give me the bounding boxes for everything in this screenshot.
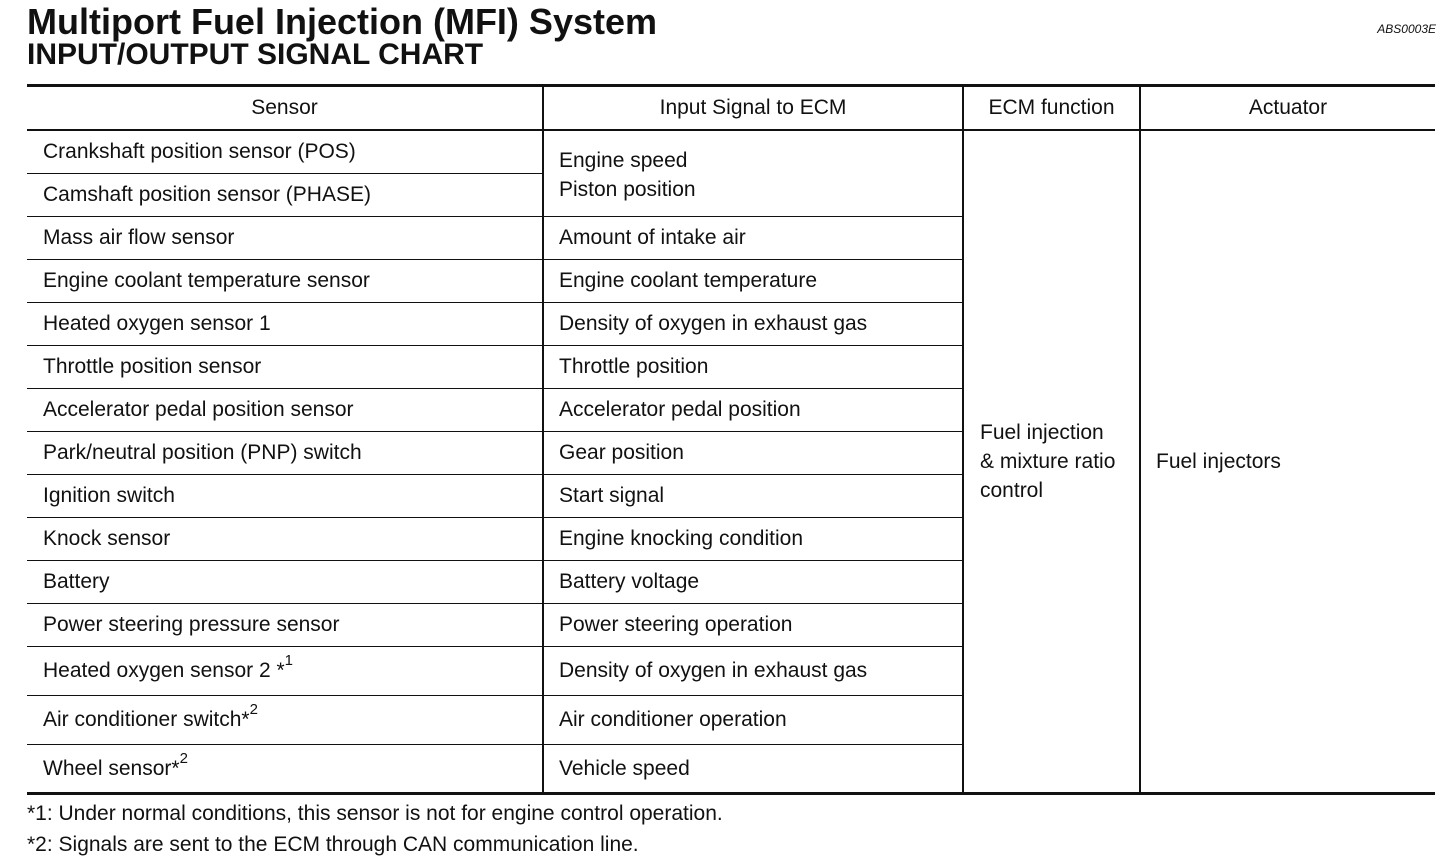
sensor-cell: Camshaft position sensor (PHASE) <box>27 173 543 216</box>
page-title: Multiport Fuel Injection (MFI) System <box>27 1 657 42</box>
document-code: ABS0003E <box>1377 22 1436 36</box>
table-header-row <box>27 86 1435 131</box>
input-signal-cell: Amount of intake air <box>543 216 963 259</box>
sensor-cell: Throttle position sensor <box>27 345 543 388</box>
column-header-ecm-function: ECM function <box>963 86 1140 131</box>
sensor-cell: Park/neutral position (PNP) switch <box>27 431 543 474</box>
ecm-function-cell <box>963 130 1140 793</box>
footnotes <box>27 798 723 860</box>
sensor-cell: Air conditioner switch*$^2$ <box>27 695 543 744</box>
input-signal-cell: Engine coolant temperature <box>543 259 963 302</box>
sensor-cell: Ignition switch <box>27 474 543 517</box>
input-signal-cell: Start signal <box>543 474 963 517</box>
input-signal-cell: Density of oxygen in exhaust gas <box>543 302 963 345</box>
input-signal-cell: Air conditioner operation <box>543 695 963 744</box>
input-signal-cell: Accelerator pedal position <box>543 388 963 431</box>
signal-line: Engine speed <box>559 149 688 173</box>
actuator-cell: Fuel injectors <box>1140 130 1435 793</box>
input-signal-cell: Battery voltage <box>543 560 963 603</box>
column-header-actuator: Actuator <box>1140 86 1435 131</box>
sensor-cell: Power steering pressure sensor <box>27 603 543 646</box>
chart-subtitle: INPUT/OUTPUT SIGNAL CHART <box>27 38 484 71</box>
sensor-cell: Battery <box>27 560 543 603</box>
input-signal-cell: Engine knocking condition <box>543 517 963 560</box>
table-row <box>27 130 1435 173</box>
ecm-function-line: control <box>980 478 1044 502</box>
input-signal-cell: Density of oxygen in exhaust gas <box>543 646 963 695</box>
ecm-function-line: & mixture ratio <box>980 449 1116 473</box>
sensor-cell: Mass air flow sensor <box>27 216 543 259</box>
sensor-cell: Knock sensor <box>27 517 543 560</box>
sensor-cell: Accelerator pedal position sensor <box>27 388 543 431</box>
input-signal-cell: Gear position <box>543 431 963 474</box>
column-header-sensor: Sensor <box>27 86 543 131</box>
ecm-function-line: Fuel injection <box>980 420 1104 444</box>
sensor-cell: Wheel sensor*$^2$ <box>27 744 543 793</box>
signal-line: Piston position <box>559 178 696 202</box>
sensor-cell: Heated oxygen sensor 2 *$^1$ <box>27 646 543 695</box>
signal-chart-table <box>27 84 1435 795</box>
input-signal-cell <box>543 130 963 216</box>
sensor-cell: Crankshaft position sensor (POS) <box>43 140 356 164</box>
footnote-2: *2: Signals are sent to the ECM through CAN communication line. <box>27 833 639 856</box>
sensor-cell: Heated oxygen sensor 1 <box>27 302 543 345</box>
footnote-1: *1: Under normal conditions, this sensor is not for engine control operation. <box>27 802 723 825</box>
sensor-cell: Engine coolant temperature sensor <box>27 259 543 302</box>
input-signal-cell: Power steering operation <box>543 603 963 646</box>
column-header-input-signal: Input Signal to ECM <box>543 86 963 131</box>
input-signal-cell: Vehicle speed <box>543 744 963 793</box>
input-signal-cell: Throttle position <box>543 345 963 388</box>
